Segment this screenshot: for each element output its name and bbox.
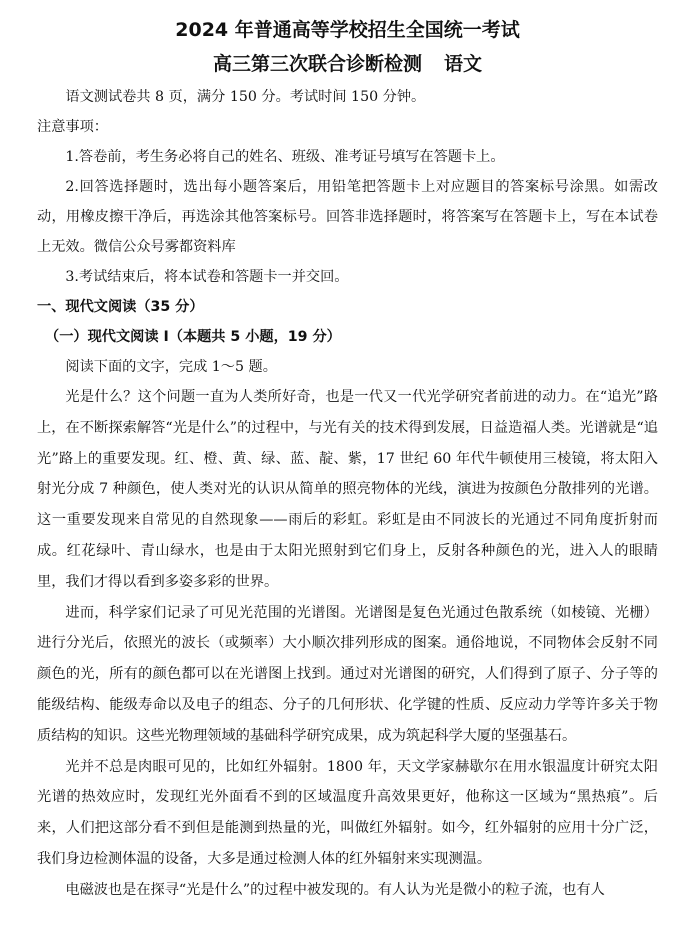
section-heading: 一、现代文阅读（35 分） [37,299,204,315]
subtitle-main: 高三第三次联合诊断检测 [212,53,422,75]
exam-title: 2024 年普通高等学校招生全国统一考试 [175,19,520,41]
notice-item: 3.考试结束后，将本试卷和答题卡一并交回。 [65,269,349,285]
passage-paragraph: 光并不总是肉眼可见的，比如红外辐射。1800 年，天文学家赫歇尔在用水银温度计研究太阳光谱的热效应时，发现红光外面看不到的区域温度升高效果更好，他称这一区域为“黑热痕”。后来，人们把这部分看不到但是能测到热量的光，叫做红外辐射。如今，红外辐射的应用十分广泛，我们身边检测体温的设备，大多是通过检测人体的红外辐射来实现测温。 [37,758,658,867]
passage-paragraph: 光是什么？这个问题一直为人类所好奇，也是一代又一代光学研究者前进的动力。在“追光”路上，在不断探索解答“光是什么”的过程中，与光有关的技术得到发展，日益造福人类。光谱就是“追光”路上的重要发现。红、橙、黄、绿、蓝、靛、紫，17 世纪 60 年代牛顿使用三棱镜，将太阳入射光分成 7 种颜色，使人类对光的认识从简单的照亮物体的光线，演进为按颜色分散排列的光谱。这一重要发现来自常见的自然现象——雨后的彩虹。彩虹是由不同波长的光通过不同角度折射而成。红花绿叶、青山绿水，也是由于太阳光照射到它们身上，反射各种颜色的光，进入人的眼睛里，我们才得以看到多姿多彩的世界。 [37,389,658,590]
subtitle-subject: 语文 [444,53,483,75]
passage-paragraph: 电磁波也是在探寻“光是什么”的过程中被发现的。有人认为光是微小的粒子流，也有人 [65,881,605,898]
exam-subtitle [37,50,658,78]
reading-instruction: 阅读下面的文字，完成 1～5 题。 [65,359,277,375]
notice-title: 注意事项： [37,119,108,135]
subsection-heading: （一）现代文阅读 I（本题共 5 小题，19 分） [45,329,341,345]
passage-paragraph: 进而，科学家们记录了可见光范围的光谱图。光谱图是复色光通过色散系统（如棱镜、光栅）进行分光后，依照光的波长（或频率）大小顺次排列形成的图案。通俗地说，不同物体会反射不同颜色的光，所有的颜色都可以在光谱图上找到。通过对光谱图的研究，人们得到了原子、分子等的能级结构、能级寿命以及电子的组态、分子的几何形状、化学键的性质、反应动力学等许多关于物质结构的知识。这些光物理领域的基础科学研究成果，成为筑起科学大厦的坚强基石。 [37,604,658,744]
notice-item: 1.答卷前，考生务必将自己的姓名、班级、准考证号填写在答题卡上。 [65,149,505,165]
notice-item: 2.回答选择题时，选出每小题答案后，用铅笔把答题卡上对应题目的答案标号涂黑。如需改动，用橡皮擦干净后，再选涂其他答案标号。回答非选择题时，将答案写在答题卡上，写在本试卷上无效。微信公众号雾都资料库 [37,179,658,255]
exam-info: 语文测试卷共 8 页，满分 150 分。考试时间 150 分钟。 [65,89,426,105]
